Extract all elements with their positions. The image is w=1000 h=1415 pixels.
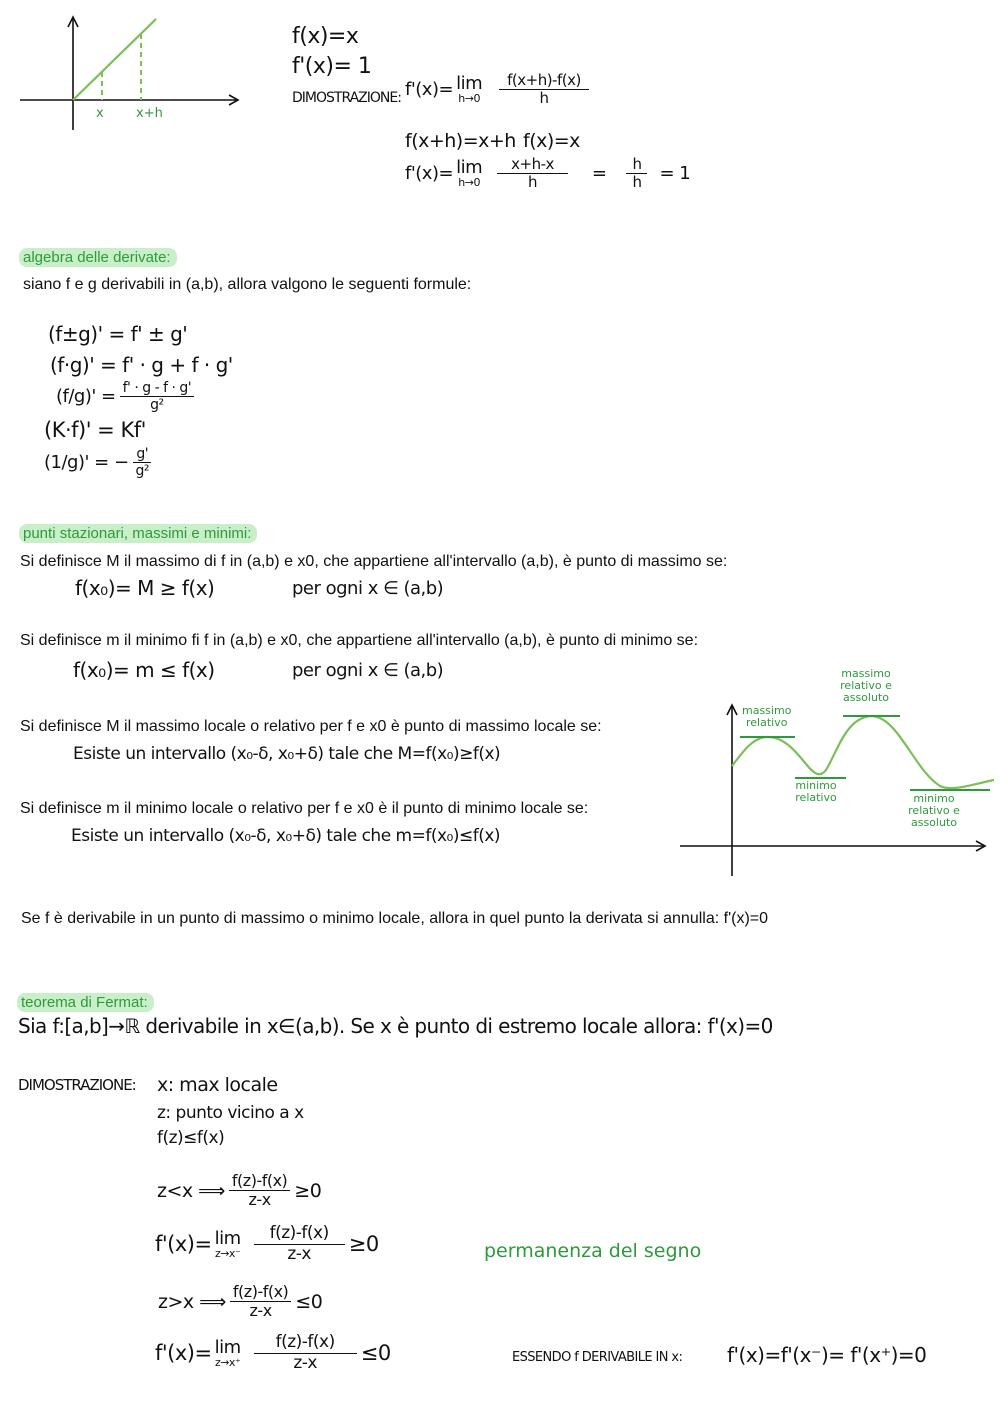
min-rel-line2: relativo bbox=[795, 791, 837, 804]
line3-equals: = bbox=[591, 163, 607, 185]
heading-fermat: teorema di Fermat: bbox=[17, 993, 154, 1012]
line3-denominator2: h bbox=[632, 173, 642, 192]
proof-numerator: f(x+h)-f(x) bbox=[499, 72, 589, 90]
s2-denominator: z-x bbox=[287, 1243, 311, 1264]
heading-stazionari: punti stazionari, massimi e minimi: bbox=[19, 524, 257, 543]
min-rel-line1: minimo bbox=[795, 779, 837, 792]
proof-step-punto-vicino: z: punto vicino a x bbox=[157, 1103, 304, 1123]
min-definition-text: Si definisce m il minimo fi f in (a,b) e x0, che appartiene all'intervallo (a,b), è punto di minimo se: bbox=[20, 632, 699, 649]
label-massimo-relativo bbox=[742, 705, 791, 729]
graph-label-xh: x+h bbox=[136, 106, 163, 121]
derivative-zero-note: Se f è derivabile in un punto di massimo o minimo locale, allora in quel punto la derivata si annulla: f'(x)=0 bbox=[21, 910, 769, 927]
label-massimo-assoluto bbox=[826, 668, 906, 704]
fx-plus-h: f(x+h)=x+h bbox=[405, 130, 516, 152]
max-formula: f(x₀)= M ≥ f(x) bbox=[75, 576, 215, 600]
s2-numerator: f(z)-f(x) bbox=[254, 1224, 345, 1245]
min-abs-line3: assoluto bbox=[910, 816, 957, 829]
proof-step-max-locale: x: max locale bbox=[157, 1074, 278, 1096]
heading-algebra: algebra delle derivate: bbox=[19, 248, 177, 267]
s4-denominator: z-x bbox=[293, 1352, 317, 1373]
min-abs-line1: minimo bbox=[913, 792, 955, 805]
s1-rhs: ≥0 bbox=[294, 1179, 322, 1202]
algebra-intro: siano f e g derivabili in (a,b), allora valgono le seguenti formule: bbox=[23, 276, 472, 293]
fprime-definition: f'(x)= 1 bbox=[292, 54, 372, 79]
max-abs-line1: massimo bbox=[841, 667, 891, 680]
max-abs-line2: relativo e bbox=[840, 679, 892, 692]
proof-denominator: h bbox=[539, 89, 549, 108]
quotient-denominator: g² bbox=[150, 397, 164, 414]
s4-lim: lim bbox=[214, 1336, 241, 1358]
formula-sum: (f±g)' = f' ± g' bbox=[48, 322, 188, 346]
lim-sub: h→0 bbox=[458, 92, 480, 106]
s3-denominator: z-x bbox=[249, 1301, 272, 1321]
proof-left-limit bbox=[155, 1224, 379, 1264]
line3-lhs: f'(x)= bbox=[405, 163, 454, 185]
s1-denominator: z-x bbox=[248, 1190, 271, 1210]
max-per-ogni: per ogni x ∈ (a,b) bbox=[292, 578, 444, 599]
proof-lhs: f'(x)= bbox=[405, 79, 454, 101]
formula-reciprocal bbox=[44, 446, 156, 479]
maxloc-formula: Esiste un intervallo (x₀-δ, x₀+δ) tale che M=f(x₀)≥f(x) bbox=[73, 744, 501, 764]
s4-rhs: ≤0 bbox=[360, 1341, 391, 1366]
min-abs-line2: relativo e bbox=[908, 804, 960, 817]
quotient-lhs: (f/g)' = bbox=[56, 386, 116, 408]
max-abs-line3: assoluto bbox=[842, 691, 889, 704]
max-definition-text: Si definisce M il massimo di f in (a,b) e x0, che appartiene all'intervallo (a,b), è punto di massimo se: bbox=[20, 553, 728, 570]
min-per-ogni: per ogni x ∈ (a,b) bbox=[292, 660, 444, 681]
proof-step-inequality: f(z)≤f(x) bbox=[157, 1128, 225, 1148]
derivative-computation bbox=[405, 156, 690, 192]
formula-constant: (K·f)' = Kf' bbox=[44, 418, 146, 442]
maxloc-definition-text: Si definisce M il massimo locale o relativo per f e x0 è punto di massimo locale se: bbox=[20, 718, 602, 735]
conclusion-label: ESSENDO f DERIVABILE IN x: bbox=[512, 1350, 683, 1365]
s1-numerator: f(z)-f(x) bbox=[229, 1172, 290, 1191]
derivative-limit-definition bbox=[405, 72, 593, 108]
minloc-formula: Esiste un intervallo (x₀-δ, x₀+δ) tale che m=f(x₀)≤f(x) bbox=[71, 826, 501, 846]
formula-product: (f·g)' = f' · g + f · g' bbox=[50, 353, 233, 377]
s3-numerator: f(z)-f(x) bbox=[230, 1283, 291, 1302]
max-rel-line2: relativo bbox=[745, 716, 788, 729]
conclusion-formula: f'(x)=f'(x⁻)= f'(x⁺)=0 bbox=[727, 1343, 927, 1367]
lim-word: lim bbox=[456, 73, 483, 95]
s3-rhs: ≤0 bbox=[295, 1290, 323, 1313]
s4-numerator: f(z)-f(x) bbox=[254, 1333, 357, 1354]
s4-sub: z→x⁺ bbox=[214, 1355, 241, 1369]
graph-line-y-equals-x bbox=[73, 19, 156, 100]
minloc-definition-text: Si definisce m il minimo locale o relativo per f e x0 è il punto di minimo locale se: bbox=[20, 800, 589, 817]
s2-lhs: f'(x)= bbox=[155, 1232, 212, 1257]
proof-z-greater-x bbox=[158, 1283, 322, 1321]
reciprocal-lhs: (1/g)' = − bbox=[44, 452, 129, 474]
s1-lhs: z<x ⟹ bbox=[157, 1179, 225, 1202]
lim-sub-2: h→0 bbox=[458, 176, 480, 190]
line3-denominator: h bbox=[527, 173, 537, 192]
proof-right-limit bbox=[155, 1333, 391, 1373]
permanenza-del-segno: permanenza del segno bbox=[484, 1240, 702, 1262]
line3-numerator2: h bbox=[626, 156, 647, 174]
line3-numerator: x+h-x bbox=[497, 156, 568, 174]
reciprocal-numerator: g' bbox=[133, 446, 151, 463]
proof-z-less-x bbox=[157, 1172, 321, 1210]
identity-function-graph bbox=[15, 12, 245, 137]
line3-result: = 1 bbox=[659, 163, 691, 185]
fx-value: f(x)=x bbox=[523, 130, 580, 152]
formula-quotient bbox=[56, 380, 198, 413]
label-minimo-assoluto bbox=[898, 793, 970, 829]
fermat-statement: Sia f:[a,b]→ℝ derivabile in x∈(a,b). Se x è punto di estremo locale allora: f'(x)=0 bbox=[18, 1014, 773, 1038]
s3-lhs: z>x ⟹ bbox=[158, 1290, 226, 1313]
s4-lhs: f'(x)= bbox=[155, 1341, 212, 1366]
dimostrazione-label-2: DIMOSTRAZIONE: bbox=[18, 1076, 136, 1094]
graph-label-x: x bbox=[96, 106, 104, 121]
quotient-numerator: f' · g - f · g' bbox=[120, 380, 194, 397]
lim-word-2: lim bbox=[456, 157, 483, 179]
dimostrazione-label-1: DIMOSTRAZIONE: bbox=[292, 90, 401, 106]
label-minimo-relativo bbox=[785, 780, 847, 804]
s2-lim: lim bbox=[214, 1227, 241, 1249]
reciprocal-denominator: g² bbox=[135, 463, 150, 480]
s2-sub: z→x⁻ bbox=[214, 1246, 241, 1260]
max-rel-line1: massimo bbox=[742, 704, 792, 717]
min-formula: f(x₀)= m ≤ f(x) bbox=[73, 658, 215, 682]
s2-rhs: ≥0 bbox=[348, 1232, 379, 1257]
f-definition: f(x)=x bbox=[292, 24, 359, 49]
